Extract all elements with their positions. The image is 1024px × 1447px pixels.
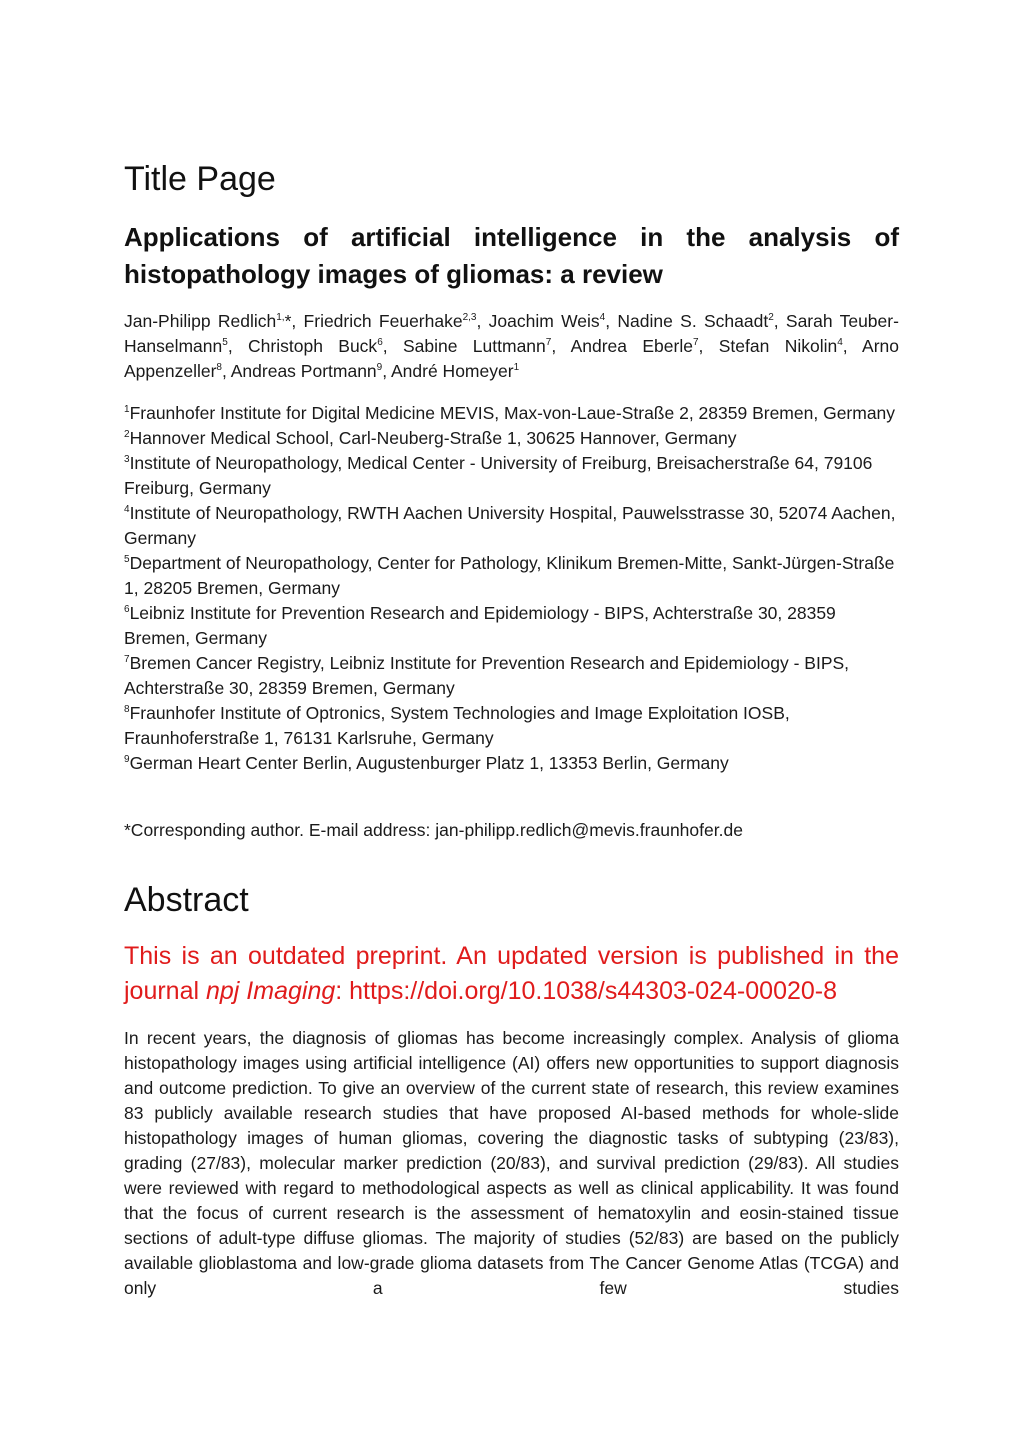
affiliation-item — [124, 651, 899, 701]
author-name: Stefan Nikolin — [718, 336, 838, 356]
affiliation-item — [124, 401, 899, 426]
doi-link[interactable]: : https://doi.org/10.1038/s44303-024-00020-8 — [335, 977, 838, 1005]
affiliation-list — [124, 401, 899, 776]
author-affiliation-mark: 9 — [376, 362, 383, 373]
author-affiliation-mark: 2 — [768, 312, 774, 323]
affiliation-text: Fraunhofer Institute of Optronics, System Technologies and Image Exploitation IOSB, Fraunhoferstraße 1, 76131 Karlsruhe, Germany — [124, 703, 790, 748]
author — [248, 336, 383, 356]
affiliation-number: 4 — [124, 504, 130, 515]
affiliation-number: 3 — [124, 454, 130, 465]
notice-text: This is an outdated preprint. An updated version is published in the journal — [124, 942, 899, 1005]
affiliation-number: 1 — [124, 404, 130, 415]
author-affiliation-mark: 7 — [692, 337, 699, 348]
affiliation-item — [124, 601, 899, 651]
corresponding-author: *Corresponding author. E-mail address: jan-philipp.redlich@mevis.fraunhofer.de — [124, 820, 743, 840]
affiliation-item — [124, 451, 899, 501]
author-affiliation-mark: 6 — [377, 337, 383, 348]
affiliation-number: 9 — [124, 754, 130, 765]
affiliation-text: Institute of Neuropathology, RWTH Aachen University Hospital, Pauwelsstrasse 30, 52074 Aachen, Germany — [124, 503, 896, 548]
author — [391, 361, 519, 381]
affiliation-number: 6 — [124, 604, 130, 615]
author-name: Christoph Buck — [248, 336, 378, 356]
affiliation-text: Hannover Medical School, Carl-Neuberg-Straße 1, 30625 Hannover, Germany — [129, 428, 737, 448]
author-name: Sarah Teuber-Hanselmann — [124, 311, 899, 356]
author-name: Andrea Eberle — [570, 336, 693, 356]
author-affiliation-mark: 1, — [276, 312, 285, 323]
preprint-notice — [124, 939, 899, 1009]
journal-name: npj Imaging — [206, 977, 336, 1005]
author-affiliation-mark: 4 — [599, 312, 606, 323]
abstract-heading: Abstract — [124, 881, 249, 919]
author — [304, 311, 477, 331]
author-name: Joachim Weis — [488, 311, 600, 331]
affiliation-item — [124, 701, 899, 751]
author-affiliation-mark: 1 — [513, 362, 520, 373]
affiliation-item — [124, 426, 899, 451]
corresponding-mark: * — [284, 311, 292, 331]
affiliation-text: Department of Neuropathology, Center for Pathology, Klinikum Bremen-Mitte, Sankt-Jürgen-Straße 1, 28205 Bremen, Germany — [124, 553, 895, 598]
affiliation-text: Fraunhofer Institute for Digital Medicine MEVIS, Max-von-Laue-Straße 2, 28359 Bremen, Germany — [129, 403, 896, 423]
affiliation-text: Institute of Neuropathology, Medical Center - University of Freiburg, Breisacherstraße 64, 79106 Freiburg, Germany — [124, 453, 873, 498]
affiliation-text: Leibniz Institute for Prevention Research and Epidemiology - BIPS, Achterstraße 30, 28359 Bremen, Germany — [124, 603, 836, 648]
author-affiliation-mark: 5 — [222, 337, 228, 348]
affiliation-item — [124, 751, 899, 776]
author-affiliation-mark: 8 — [216, 362, 222, 373]
affiliation-number: 7 — [124, 654, 130, 665]
author — [571, 336, 699, 356]
affiliation-item — [124, 551, 899, 601]
author — [489, 311, 606, 331]
affiliation-text: German Heart Center Berlin, Augustenburger Platz 1, 13353 Berlin, Germany — [129, 753, 729, 773]
affiliation-text: Bremen Cancer Registry, Leibniz Institute for Prevention Research and Epidemiology - BIPS, Achterstraße 30, 28359 Bremen, Germany — [124, 653, 850, 698]
author — [719, 336, 843, 356]
author-name: Arno Appenzeller — [124, 336, 899, 381]
title-page-heading: Title Page — [124, 160, 276, 198]
author-affiliation-mark: 4 — [837, 337, 843, 348]
author — [124, 311, 291, 331]
author — [617, 311, 773, 331]
abstract-body: In recent years, the diagnosis of gliomas has become increasingly complex. Analysis of glioma histopathology images using artificial intelligence (AI) offers new opportunities to support diagnosis and outcome prediction. To give an overview of the current state of research, this review examines 83 publicly available research studies that have proposed AI-based methods for whole-slide histopathology images of human gliomas, covering the diagnostic tasks of subtyping (23/83), grading (27/83), molecular marker prediction (20/83), and survival prediction (29/83). All studies were reviewed with regard to methodological aspects as well as clinical applicability. It was found that the focus of current research is the assessment of hematoxylin and eosin-stained tissue sections of adult-type diffuse gliomas. The majority of studies (52/83) are based on the publicly available glioblastoma and low-grade glioma datasets from The Cancer Genome Atlas (TCGA) and only a few studies — [124, 1028, 899, 1298]
author-name: Friedrich Feuerhake — [303, 311, 463, 331]
author — [231, 361, 382, 381]
author-name: Nadine S. Schaadt — [617, 311, 769, 331]
author-name: Sabine Luttmann — [402, 336, 546, 356]
affiliation-number: 5 — [124, 554, 130, 565]
paper-title: Applications of artificial intelligence in the analysis of histopathology images of gliomas: a review — [124, 222, 899, 289]
author-list: Jan-Philipp Redlich$^{1,}$*, Friedrich Feuerhake$^{2,3}$, Joachim Weis$^4$, Nadine S. Schaadt$^2$, Sarah Teuber-Hanselmann$^5$, Christoph Buck$^6$, Sabine Luttmann$^7$, Andrea Eberle$^7$, Stefan Nikolin$^4$, Arno Appenzeller$^8$, Andreas Portmann$^9$, André Homeyer$^1$ — [124, 311, 899, 381]
affiliation-item — [124, 501, 899, 551]
author-name: Jan-Philipp Redlich — [124, 311, 277, 331]
affiliation-number: 2 — [124, 429, 130, 440]
author-name: André Homeyer — [391, 361, 514, 381]
author-affiliation-mark: 2,3 — [462, 312, 477, 323]
author — [403, 336, 551, 356]
affiliation-number: 8 — [124, 704, 130, 715]
author-affiliation-mark: 7 — [545, 337, 552, 348]
author-name: Andreas Portmann — [230, 361, 377, 381]
